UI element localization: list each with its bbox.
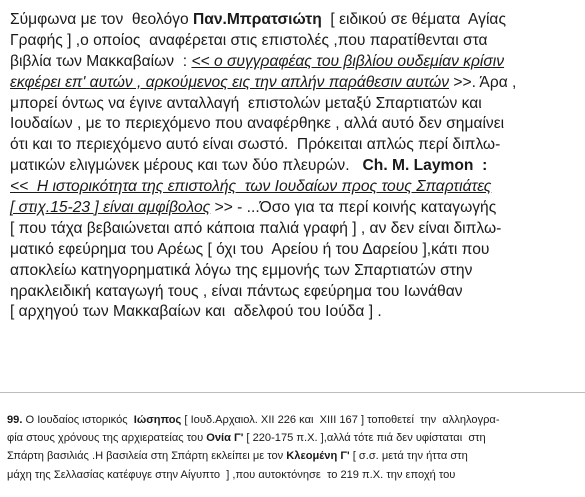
quote-text: [ στιχ.15-23 ] είναι αμφίβολος	[10, 199, 211, 217]
text-run: φία στους χρόνους της αρχιερατείας του	[7, 432, 207, 445]
main-paragraph	[10, 10, 585, 323]
quote-text: εκφέρει επ' αυτών , αρκούμενος εις την απλήν παράθεσιν αυτών	[10, 73, 450, 91]
text-line	[10, 10, 585, 31]
text-line: ματικό εφεύρημα του Αρέως [ όχι του Αρείου ή του Δαρείου ],κάτι που	[10, 240, 490, 258]
text-run: [ 220-175 π.Χ. ],αλλά τότε πιά δεν υφίσταται στη	[243, 432, 486, 445]
author-name-laymon: Ch. M. Laymon	[362, 157, 474, 175]
text-run: >>. Άρα ,	[449, 73, 517, 91]
text-run: Σύμφωνα με τον θεολόγο	[10, 11, 193, 28]
text-line: ότι και το περιεχόμενο αυτό είναι σωστό. Πρόκειται απλώς περί διπλω-	[10, 136, 501, 154]
footnote-line	[7, 411, 585, 429]
text-run: Ο Ιουδαίος ιστορικός	[22, 414, 134, 426]
text-line: Ιουδαίων , με το περιεχόμενο που αναφέρθηκε , αλλά αυτό δεν σημαίνει	[10, 115, 505, 133]
text-line	[10, 156, 585, 177]
footnote-line	[7, 429, 585, 447]
author-name-bratsiotis: Παν.Μπρατσιώτη	[192, 11, 322, 28]
text-line: μπορεί όντως να έγινε ανταλλαγή επιστολών μεταξύ Σπαρτιατών και	[10, 94, 482, 112]
footnote-number: 99.	[7, 414, 23, 426]
text-run: [ ειδικού σε θέματα Αγίας	[321, 11, 506, 28]
footnote-line	[7, 447, 585, 465]
text-line	[10, 52, 585, 73]
text-run: [ Ιουδ.Αρχαιολ. ΧΙΙ 226 και ΧΙΙΙ 167 ] τοποθετεί την αλληλογρα-	[181, 414, 500, 426]
text-run: >> - ...Όσο για τα περί κοινής καταγωγής	[210, 199, 497, 217]
footnote	[7, 411, 585, 484]
text-line: [ που τάχα βεβαιώνεται από κάποια παλιά γραφή ] , αν δεν είναι διπλω-	[10, 219, 502, 237]
text-line: ηρακλειδική καταγωγή τους , είναι πάντως εφεύρημα του Ιωνάθαν	[10, 282, 463, 300]
text-line	[10, 198, 585, 219]
text-line: [ αρχηγού των Μακκαβαίων και αδελφού του Ιούδα ] .	[10, 303, 382, 321]
footnote-divider	[0, 392, 585, 393]
name-onias: Ονία Γ'	[206, 432, 244, 445]
text-run: :	[473, 157, 488, 175]
text-line: αποκλείω κατηγορηματικά λόγω της εμμονής των Σπαρτιατών στην	[10, 261, 473, 279]
text-run: βιβλία των Μακκαβαίων :	[10, 52, 192, 70]
text-run: [ σ.σ. μετά την ήττα στη	[349, 450, 468, 463]
name-cleomenes: Κλεομένη Γ'	[286, 450, 350, 463]
footnote-line: μάχη της Σελλασίας κατέφυγε στην Αίγυπτο ] ,που αυτοκτόνησε το 219 π.Χ. την εποχή του	[7, 468, 456, 481]
text-line: Γραφής ] ,ο οποίος αναφέρεται στις επιστολές ,που παρατίθενται στα	[10, 31, 488, 49]
quote-text: << ο συγγραφέας του βιβλίου ουδεμίαν κρίσιν	[191, 52, 505, 70]
quote-text: << Η ιστορικότητα της επιστολής των Ιουδαίων προς τους Σπαρτιάτες	[10, 178, 492, 196]
name-josephus: Ιώσηπος	[133, 414, 182, 426]
text-line	[10, 73, 585, 94]
text-run: Σπάρτη βασιλιάς .Η βασιλεία στη Σπάρτη εκλείπει με τον	[7, 450, 287, 463]
text-run: ματικών ελιγμώνεκ μέρους και των δύο πλευρών.	[10, 157, 363, 175]
